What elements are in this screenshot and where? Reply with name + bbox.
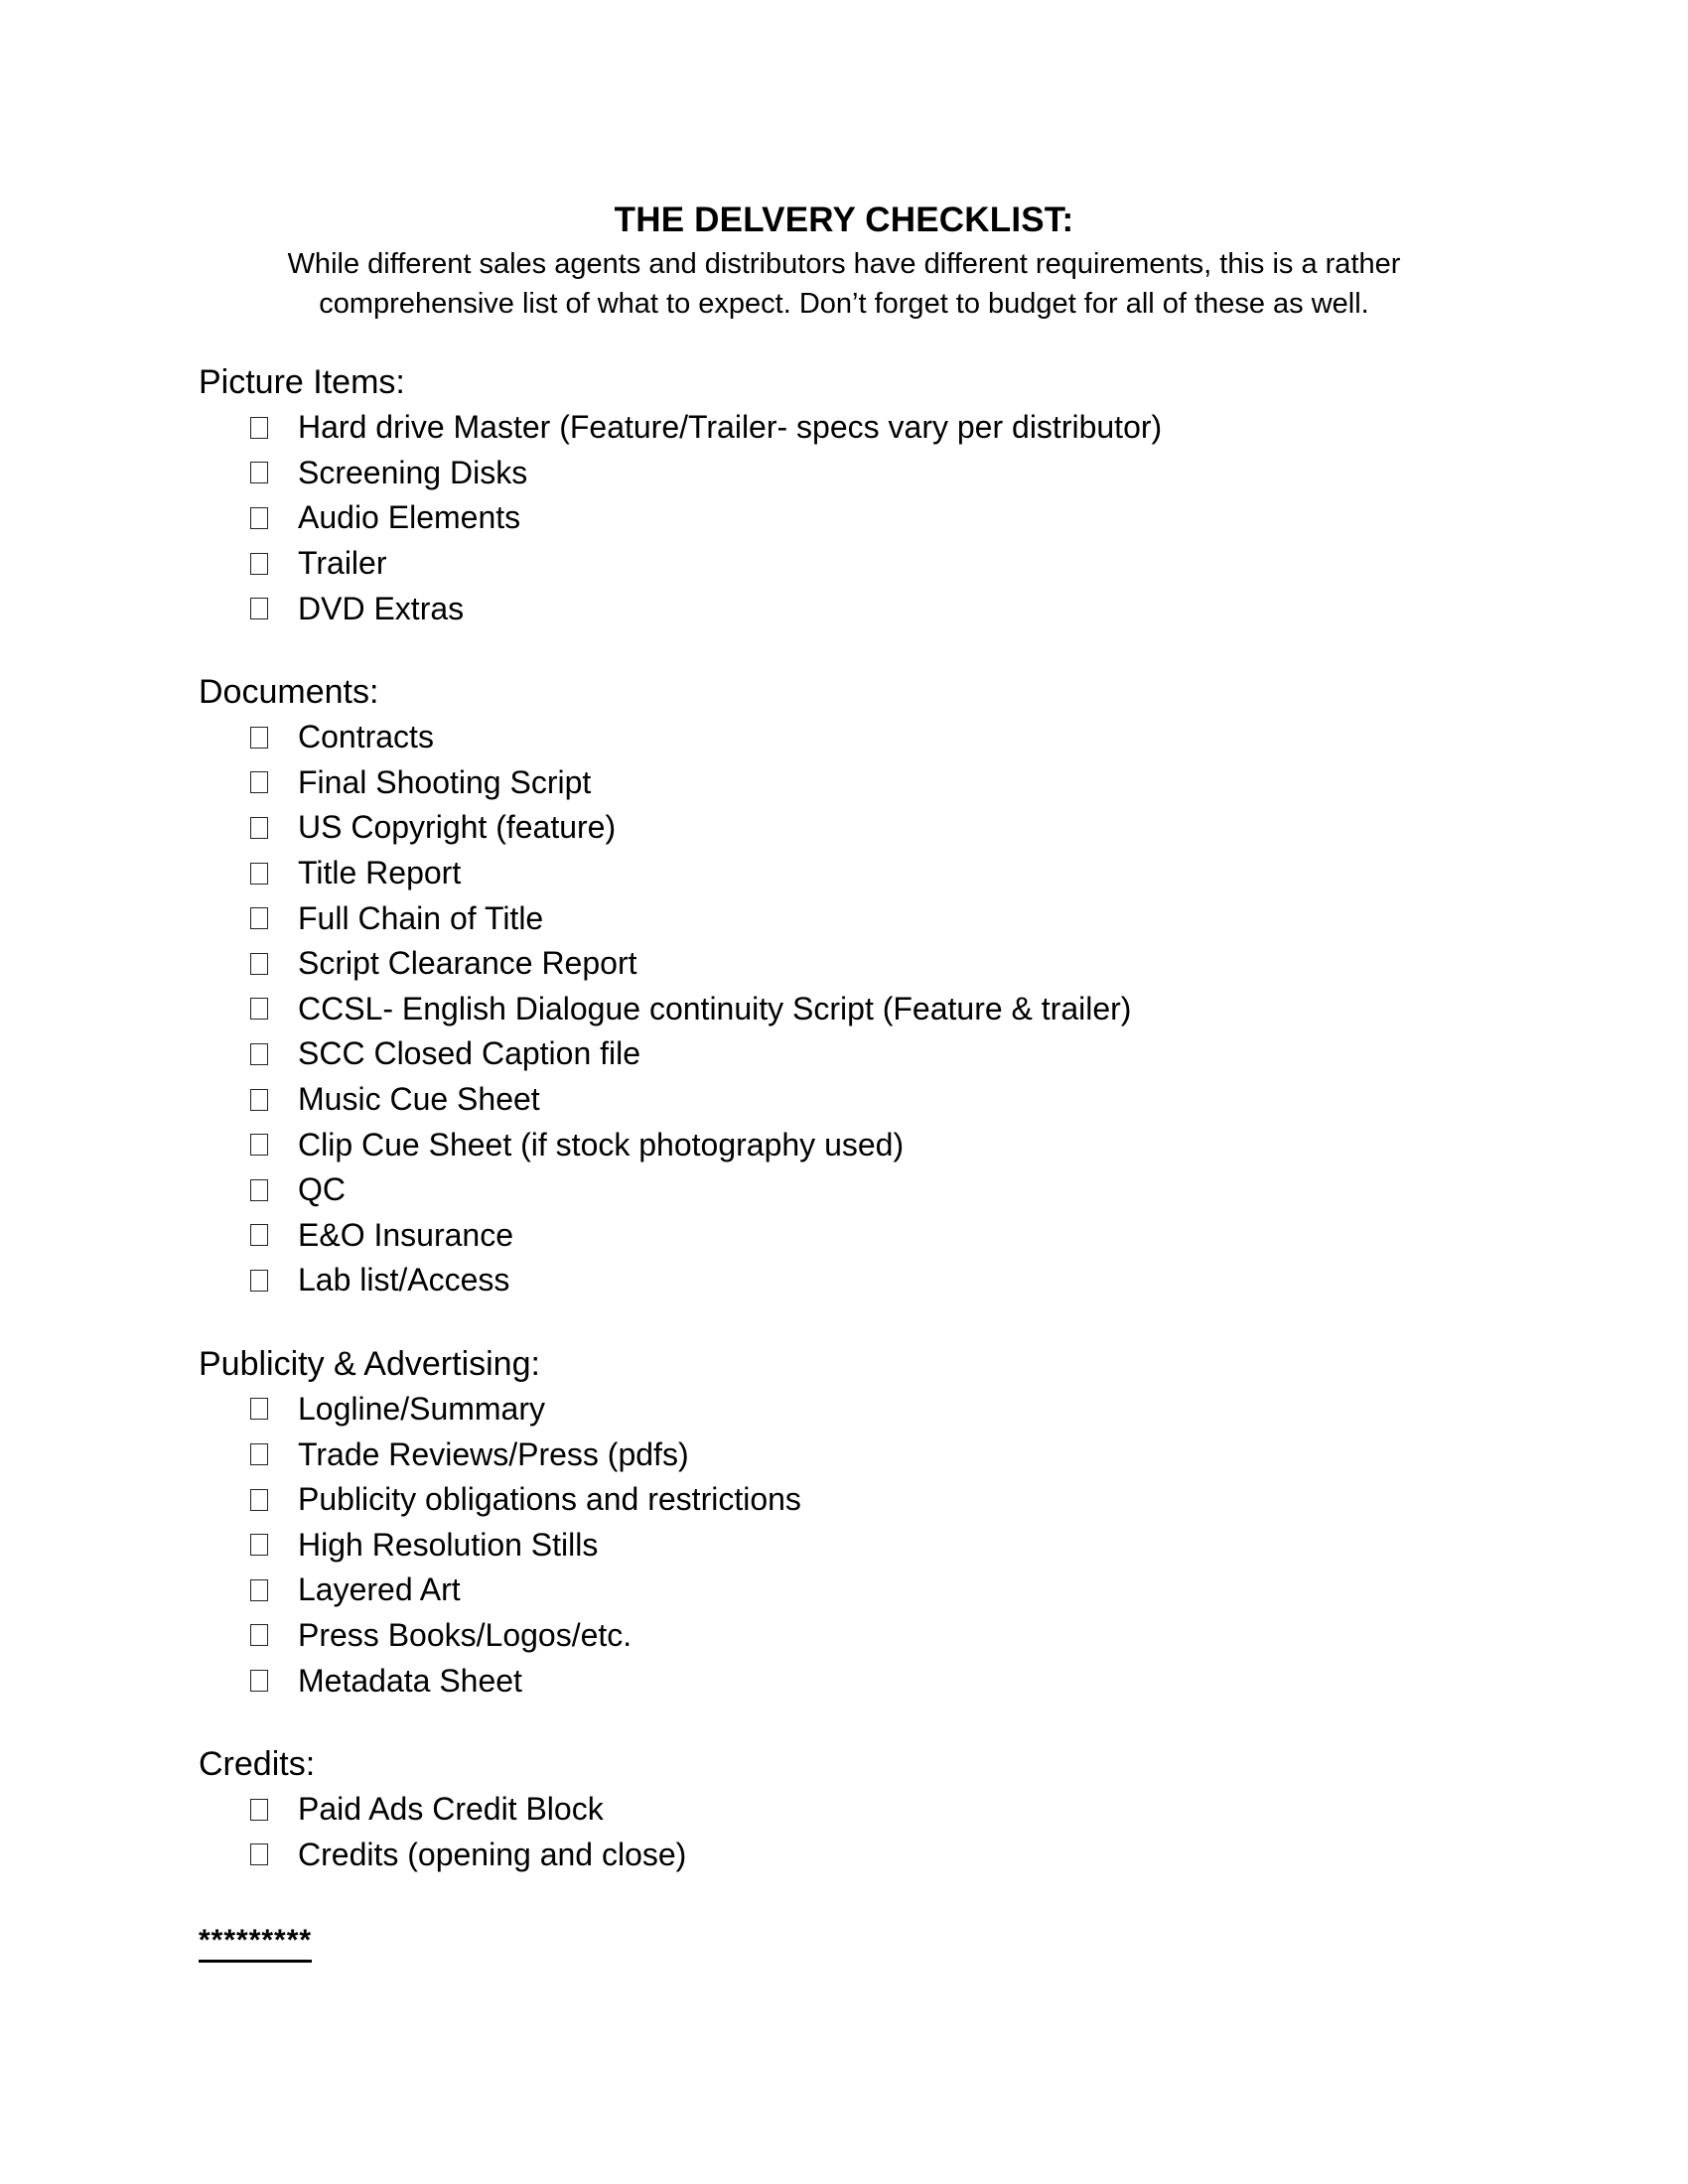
- checklist-item-label: SCC Closed Caption file: [298, 1035, 641, 1072]
- checklist-item-label: Paid Ads Credit Block: [298, 1791, 604, 1828]
- checklist-item: [250, 1213, 1688, 1259]
- checklist-item: [250, 1258, 1688, 1303]
- checklist-item-label: High Resolution Stills: [298, 1526, 599, 1563]
- checklist-item: [250, 1122, 1688, 1167]
- checklist-item: [250, 1832, 1688, 1877]
- checklist-sections: [0, 359, 1688, 1877]
- checkbox-icon[interactable]: [250, 507, 268, 529]
- checklist-item: [250, 405, 1688, 451]
- checklist-item-label: Publicity obligations and restrictions: [298, 1481, 801, 1518]
- checklist-item: [250, 1432, 1688, 1477]
- checklist-item: [250, 715, 1688, 760]
- checklist-item: [250, 1522, 1688, 1568]
- checklist-item: [250, 941, 1688, 987]
- checkbox-icon[interactable]: [250, 817, 268, 839]
- checkbox-icon[interactable]: [250, 1179, 268, 1201]
- checklist-item: [250, 1658, 1688, 1704]
- checkbox-icon[interactable]: [250, 1398, 268, 1420]
- checklist-item: [250, 451, 1688, 496]
- checklist-item-label: Final Shooting Script: [298, 763, 592, 800]
- checklist-item-label: Full Chain of Title: [298, 899, 544, 936]
- checkbox-icon[interactable]: [250, 1579, 268, 1601]
- intro-paragraph: [0, 244, 1688, 324]
- section-heading: Credits:: [199, 1744, 316, 1783]
- checklist-item: [250, 586, 1688, 631]
- checklist-item: [250, 1787, 1688, 1833]
- checklist-item-label: Trailer: [298, 545, 387, 582]
- checklist-section: [199, 1341, 1688, 1704]
- checklist-item-label: Screening Disks: [298, 454, 528, 490]
- checklist-item-label: QC: [298, 1171, 346, 1208]
- checkbox-icon[interactable]: [250, 1843, 268, 1865]
- section-heading: Publicity & Advertising:: [199, 1344, 540, 1383]
- checklist-item-label: Script Clearance Report: [298, 945, 637, 982]
- checkbox-icon[interactable]: [250, 1799, 268, 1821]
- page-title: THE DELVERY CHECKLIST:: [614, 201, 1074, 239]
- checklist: [199, 1387, 1688, 1704]
- checkbox-icon[interactable]: [250, 1089, 268, 1111]
- checkbox-icon[interactable]: [250, 1443, 268, 1465]
- intro-line: While different sales agents and distributors have different requirements, this is a rather: [287, 248, 1401, 280]
- checklist-item-label: Music Cue Sheet: [298, 1081, 540, 1118]
- checkbox-icon[interactable]: [250, 1224, 268, 1246]
- checkbox-icon[interactable]: [250, 1624, 268, 1646]
- checklist-item-label: DVD Extras: [298, 590, 465, 626]
- checklist-item: [250, 1477, 1688, 1523]
- checkbox-icon[interactable]: [250, 553, 268, 575]
- intro-line: comprehensive list of what to expect. Don’t forget to budget for all of these as well.: [319, 288, 1369, 320]
- checklist-section: [199, 359, 1688, 631]
- checkbox-icon[interactable]: [250, 598, 268, 619]
- checklist-section: [199, 669, 1688, 1303]
- checklist-item: [250, 805, 1688, 851]
- checklist-item-label: Metadata Sheet: [298, 1662, 522, 1699]
- checklist-item: [250, 987, 1688, 1032]
- checklist-item: [250, 1387, 1688, 1433]
- checklist: [199, 1787, 1688, 1877]
- checklist-item: [250, 1077, 1688, 1123]
- checklist: [199, 405, 1688, 631]
- checkbox-icon[interactable]: [250, 462, 268, 483]
- checklist-item-label: Hard drive Master (Feature/Trailer- specs vary per distributor): [298, 409, 1163, 446]
- checklist-item-label: Clip Cue Sheet (if stock photography used): [298, 1126, 905, 1162]
- checklist-item-label: Layered Art: [298, 1571, 461, 1608]
- checklist-item-label: US Copyright (feature): [298, 809, 617, 846]
- checklist-item: [250, 895, 1688, 941]
- checkbox-icon[interactable]: [250, 1670, 268, 1692]
- checkbox-icon[interactable]: [250, 1270, 268, 1292]
- checklist-item: [250, 760, 1688, 806]
- checklist: [199, 715, 1688, 1303]
- checklist-item: [250, 1031, 1688, 1077]
- checkbox-icon[interactable]: [250, 727, 268, 749]
- checkbox-icon[interactable]: [250, 907, 268, 929]
- checklist-item-label: Credits (opening and close): [298, 1836, 687, 1872]
- checklist-item-label: Contracts: [298, 719, 434, 755]
- checklist-item-label: Title Report: [298, 855, 462, 891]
- checklist-item: [250, 1167, 1688, 1213]
- checklist-item-label: Trade Reviews/Press (pdfs): [298, 1435, 689, 1472]
- checkbox-icon[interactable]: [250, 863, 268, 885]
- checklist-item-label: Lab list/Access: [298, 1262, 510, 1298]
- checklist-item-label: Press Books/Logos/etc.: [298, 1616, 633, 1653]
- checkbox-icon[interactable]: [250, 771, 268, 793]
- checklist-item: [250, 1613, 1688, 1659]
- checkbox-icon[interactable]: [250, 998, 268, 1020]
- checklist-section: [199, 1741, 1688, 1877]
- checkbox-icon[interactable]: [250, 1043, 268, 1065]
- checkbox-icon[interactable]: [250, 417, 268, 439]
- checklist-item-label: CCSL- English Dialogue continuity Script (Feature & trailer): [298, 990, 1132, 1026]
- checklist-item-label: E&O Insurance: [298, 1216, 513, 1253]
- section-heading: Documents:: [199, 672, 379, 711]
- checklist-item-label: Audio Elements: [298, 499, 521, 536]
- checkbox-icon[interactable]: [250, 1489, 268, 1511]
- checkbox-icon[interactable]: [250, 953, 268, 975]
- checklist-item-label: Logline/Summary: [298, 1390, 545, 1427]
- checklist-item: [250, 1568, 1688, 1613]
- checklist-item: [250, 495, 1688, 541]
- checklist-item: [250, 851, 1688, 896]
- checkbox-icon[interactable]: [250, 1134, 268, 1156]
- checklist-item: [250, 541, 1688, 587]
- section-heading: Picture Items:: [199, 363, 405, 401]
- footer-separator: *********: [199, 1924, 312, 1963]
- checkbox-icon[interactable]: [250, 1534, 268, 1556]
